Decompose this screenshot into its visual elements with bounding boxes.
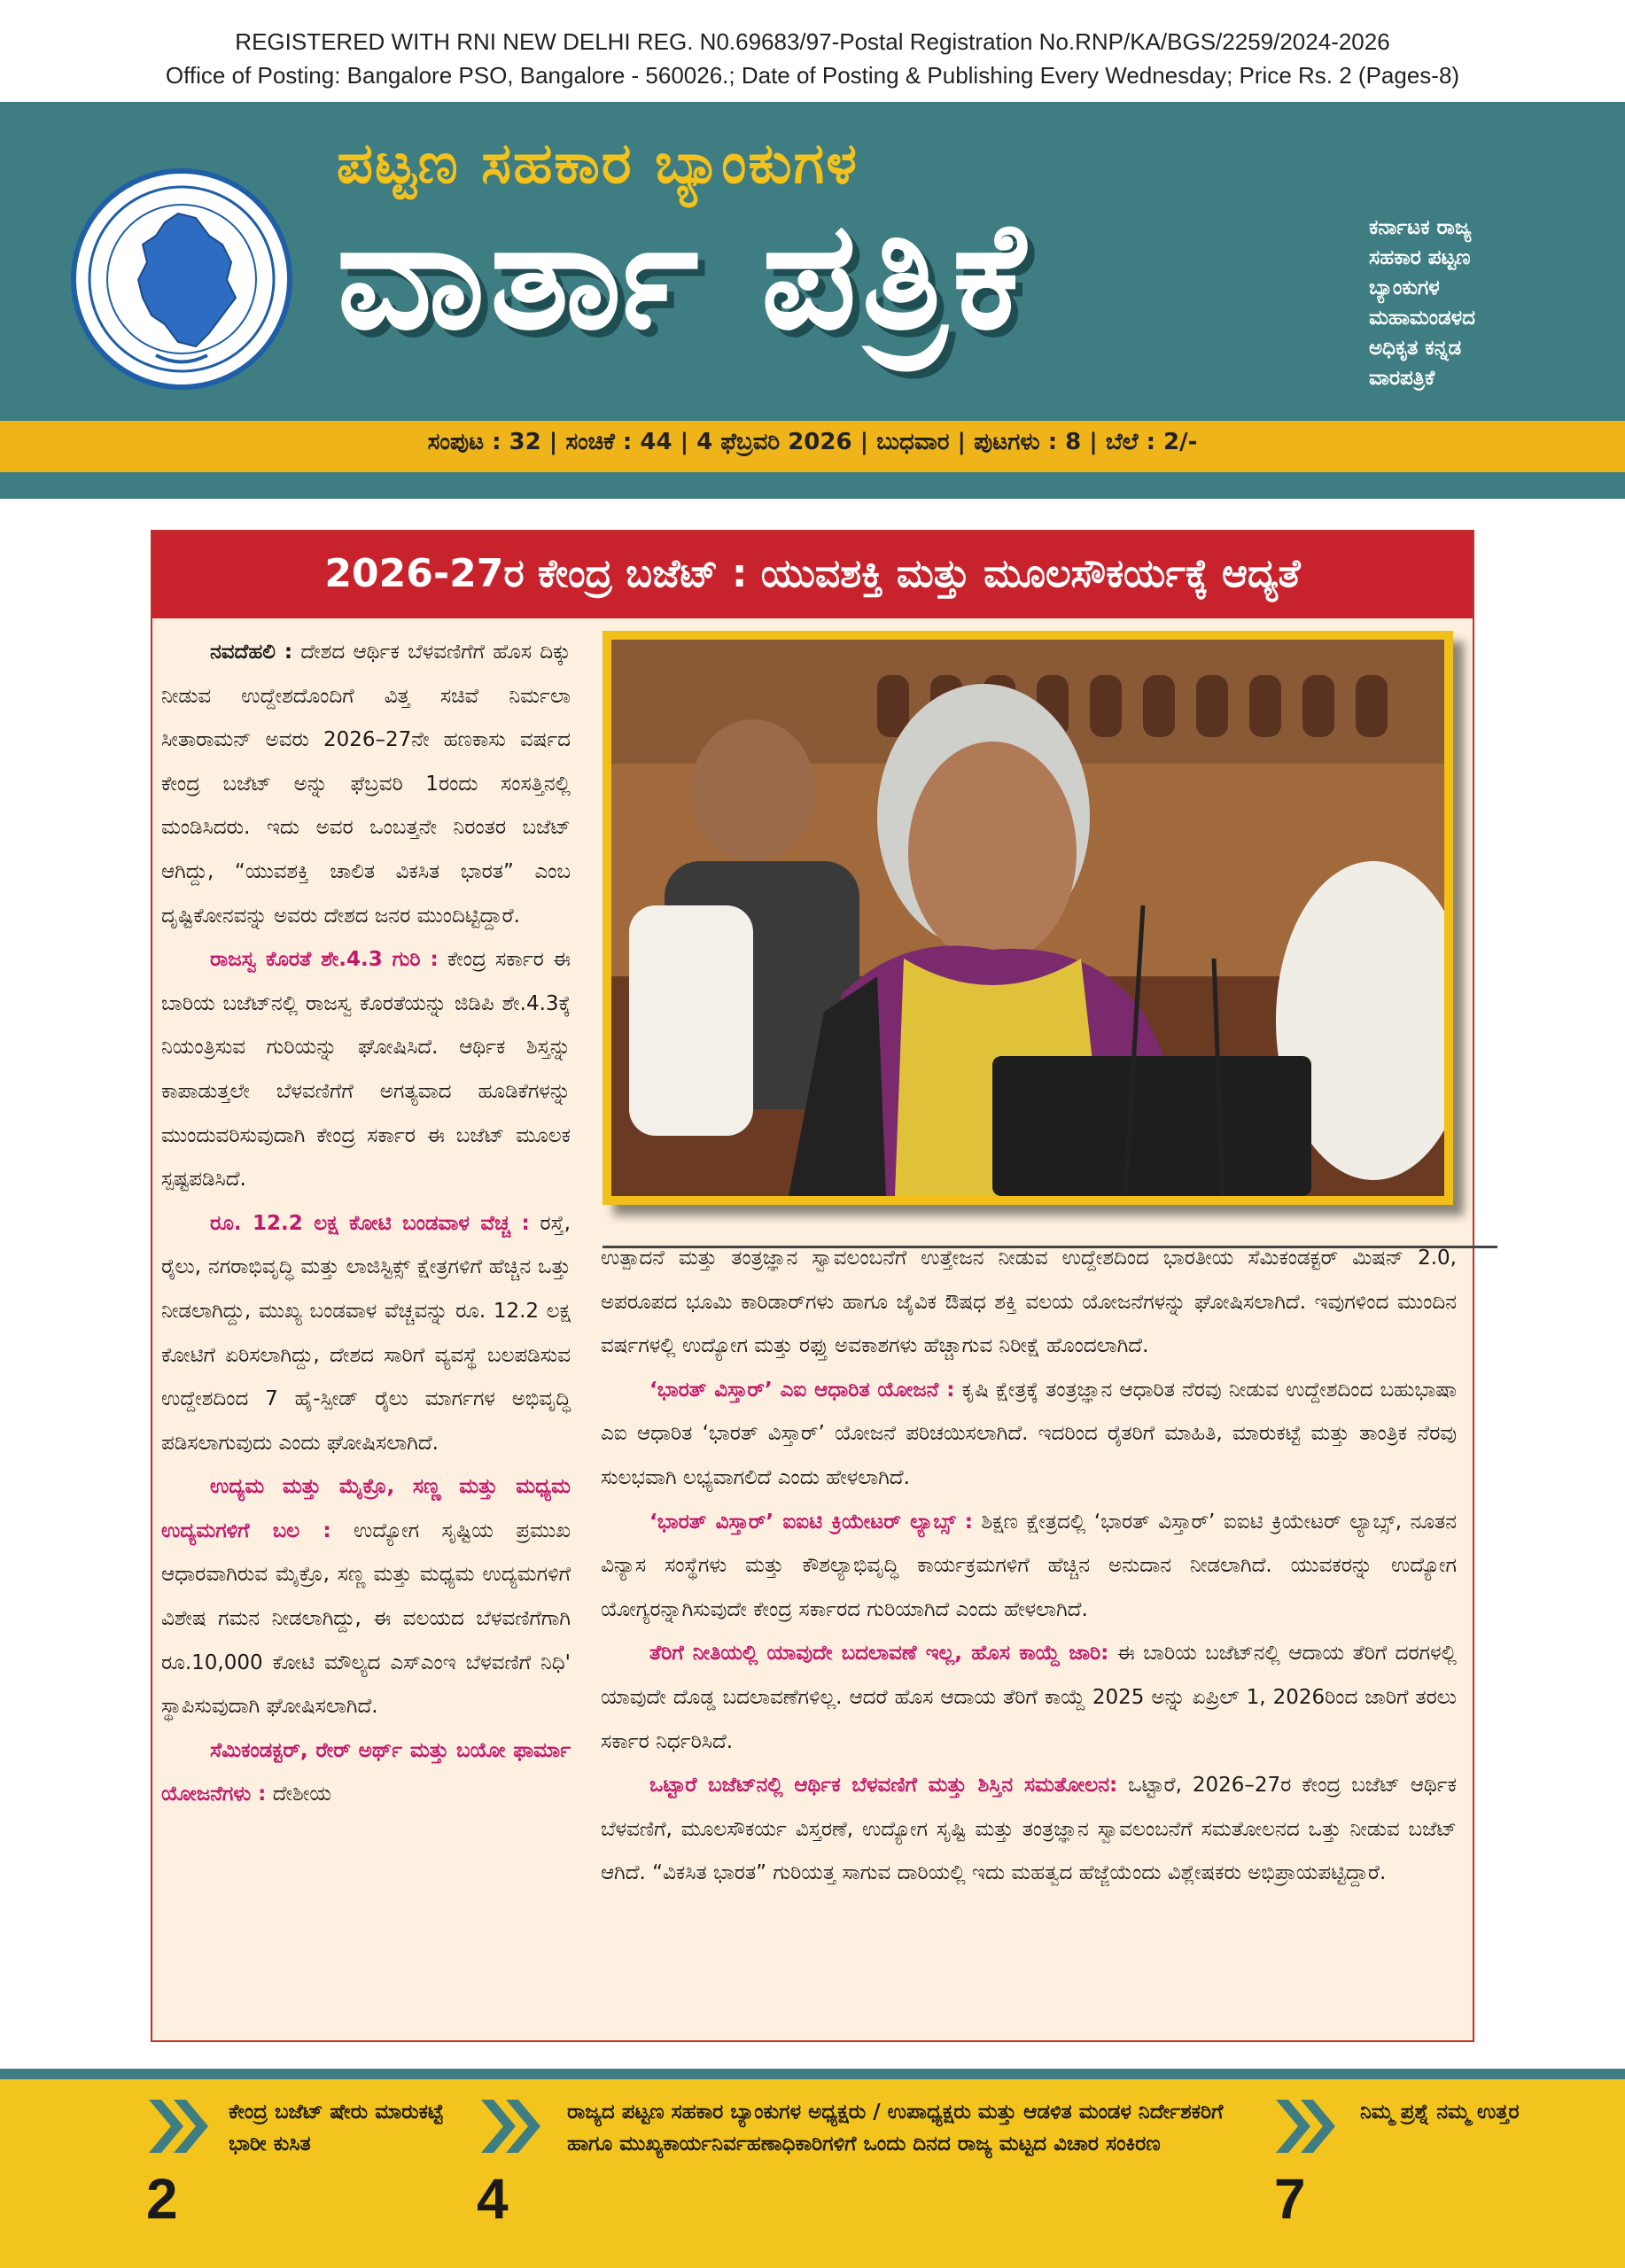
chevron-right-icon — [149, 2100, 211, 2153]
footer-teaser[interactable]: ಕೇಂದ್ರ ಬಜೆಟ್ ಷೇರು ಮಾರುಕಟ್ಟೆ ಭಾರೀ ಕುಸಿತ — [229, 2101, 444, 2155]
article-paragraph — [601, 1369, 1457, 1501]
federation-logo — [71, 168, 292, 390]
paragraph-lead: ‘ಭಾರತ್ ವಿಸ್ತಾರ್’ ಎಐ ಆಧಾರಿತ ಯೋಜನೆ : — [649, 1378, 955, 1402]
footer-divider — [0, 2069, 1625, 2079]
masthead-title: ವಾರ್ತಾ ಪತ್ರಿಕೆ — [337, 187, 1031, 362]
footer-teaser[interactable]: ರಾಜ್ಯದ ಪಟ್ಟಣ ಸಹಕಾರ ಬ್ಯಾಂಕುಗಳ ಅಧ್ಯಕ್ಷರು / ಉಪಾಧ್ಯಕ್ಷರು ಮತ್ತು ಆಡಳಿತ ಮಂಡಳ ನಿರ್ದೇಶಕರಿಗೆ ಹಾಗೂ ಮುಖ್ಯಕಾರ್ಯನಿರ್ವಹಣಾಧಿಕಾರಿಗಳಿಗೆ ಒಂದು ದಿನದ ರಾಜ್ಯ ಮಟ್ಟದ ವಿಚಾರ ಸಂಕಿರಣ — [567, 2101, 1224, 2155]
article-paragraph — [161, 1465, 571, 1729]
side-line: ವಾರಪತ್ರಿಕೆ — [1369, 367, 1435, 390]
paragraph-lead: ಒಟ್ಟಾರೆ ಬಜೆಟ್‌ನಲ್ಲಿ ಆರ್ಥಿಕ ಬೆಳವಣಿಗೆ ಮತ್ತು ಶಿಸ್ತಿನ ಸಮತೋಲನ: — [649, 1774, 1118, 1798]
article-paragraph — [601, 1632, 1457, 1764]
paragraph-text: ಶಿಕ್ಷಣ ಕ್ಷೇತ್ರದಲ್ಲಿ ‘ಭಾರತ್ ವಿಸ್ತಾರ್’ ಐಐಟಿ ಕ್ರಿಯೇಟರ್ ಲ್ಯಾಬ್ಸ್, ನೂತನ ವಿನ್ಯಾಸ ಸಂಸ್ಥೆಗಳು ಮತ್ತು ಕೌಶಲ್ಯಾಭಿವೃದ್ಧಿ ಕಾರ್ಯಕ್ರಮಗಳಿಗೆ ಹೆಚ್ಚಿನ ಅನುದಾನ ನೀಡಲಾಗಿದೆ. ಯುವಕರನ್ನು ಉದ್ಯೋಗ ಯೋಗ್ಯರನ್ನಾಗಿಸುವುದೇ ಕೇಂದ್ರ ಸರ್ಕಾರದ ಗುರಿಯಾಗಿದೆ ಎಂದು ಹೇಳಲಾಗಿದೆ. — [601, 1510, 1457, 1621]
registration-block — [0, 25, 1625, 92]
paragraph-text: ಉದ್ಯೋಗ ಸೃಷ್ಟಿಯ ಪ್ರಮುಖ ಆಧಾರವಾಗಿರುವ ಮೈಕ್ರೊ, ಸಣ್ಣ ಮತ್ತು ಮಧ್ಯಮ ಉದ್ಯಮಗಳಿಗೆ ವಿಶೇಷ ಗಮನ ನೀಡಲಾಗಿದ್ದು, ಈ ವಲಯದ ಬೆಳವಣಿಗೆಗಾಗಿ ರೂ.10,000 ಕೋಟಿ ಮೌಲ್ಯದ ಎಸ್‌ಎಂಇ ಬೆಳವಣಿಗೆ ನಿಧಿ' ಸ್ಥಾಪಿಸುವುದಾಗಿ ಘೋಷಿಸಲಾಗಿದೆ. — [161, 1518, 571, 1719]
registration-line-2: Office of Posting: Bangalore PSO, Bangalore - 560026.; Date of Posting & Publishing Every Wednesday; Price Rs. 2 (Pages-8) — [165, 62, 1460, 89]
masthead-kicker: ಪಟ್ಟಣ ಸಹಕಾರ ಬ್ಯಾಂಕುಗಳ — [337, 131, 859, 197]
article-paragraph — [601, 1501, 1457, 1633]
registration-line-1: REGISTERED WITH RNI NEW DELHI REG. N0.69683/97-Postal Registration No.RNP/KA/BGS/2259/2024-2026 — [235, 28, 1390, 55]
page-number: 7 — [1274, 2167, 1306, 2231]
divider-strip — [0, 472, 1625, 499]
page-number: 4 — [477, 2167, 509, 2231]
article-column-left — [161, 631, 571, 1817]
finance-minister-photo — [611, 640, 1444, 1196]
article-paragraph — [601, 1764, 1457, 1896]
article-column-right — [601, 1237, 1457, 1896]
article-paragraph — [161, 631, 571, 938]
paragraph-lead: ರಾಜಸ್ವ ಕೊರತೆ ಶೇ.4.3 ಗುರಿ : — [210, 948, 439, 972]
side-line: ಸಹಕಾರ ಪಟ್ಟಣ — [1369, 246, 1471, 269]
article-headline: 2026-27ರ ಕೇಂದ್ರ ಬಜೆಟ್ : ಯುವಶಕ್ತಿ ಮತ್ತು ಮೂಲಸೌಕರ್ಯಕ್ಕೆ ಆದ್ಯತೆ — [324, 551, 1301, 596]
paragraph-lead: ಸೆಮಿಕಂಡಕ್ಟರ್, ರೇರ್ ಅರ್ಥ್ ಮತ್ತು ಬಯೋ ಫಾರ್ಮಾ ಯೋಜನೆಗಳು : — [161, 1738, 571, 1806]
article-paragraph — [601, 1237, 1457, 1369]
paragraph-text: ಈ ಬಾರಿಯ ಬಜೆಟ್‌ನಲ್ಲಿ ಆದಾಯ ತೆರಿಗೆ ದರಗಳಲ್ಲಿ ಯಾವುದೇ ದೊಡ್ಡ ಬದಲಾವಣೆಗಳಿಲ್ಲ. ಆದರೆ ಹೊಸ ಆದಾಯ ತೆರಿಗೆ ಕಾಯ್ದೆ 2025 ಅನ್ನು ಏಪ್ರಿಲ್ 1, 2026ರಿಂದ ಜಾರಿಗೆ ತರಲು ಸರ್ಕಾರ ನಿರ್ಧರಿಸಿದೆ. — [601, 1642, 1458, 1753]
article-paragraph — [161, 938, 571, 1202]
footer-teaser[interactable]: ನಿಮ್ಮ ಪ್ರಶ್ನೆ ನಮ್ಮ ಉತ್ತರ — [1360, 2101, 1520, 2124]
masthead-side-text — [1369, 213, 1599, 393]
paragraph-lead: ಉದ್ಯಮ ಮತ್ತು ಮೈಕ್ರೊ, ಸಣ್ಣ ಮತ್ತು ಮಧ್ಯಮ ಉದ್ಯಮಗಳಿಗೆ ಬಲ : — [161, 1475, 571, 1542]
side-line: ಮಹಾಮಂಡಳದ — [1369, 307, 1475, 330]
paragraph-text: ದೇಶೀಯ — [266, 1783, 331, 1806]
paragraph-text: ದೇಶದ ಆರ್ಥಿಕ ಬೆಳವಣಿಗೆಗೆ ಹೊಸ ದಿಕ್ಕು ನೀಡುವ ಉದ್ದೇಶದೊಂದಿಗೆ ವಿತ್ತ ಸಚಿವೆ ನಿರ್ಮಲಾ ಸೀತಾರಾಮನ್ ಅವರು 2026–27ನೇ ಹಣಕಾಸು ವರ್ಷದ ಕೇಂದ್ರ ಬಜೆಟ್ ಅನ್ನು ಫೆಬ್ರವರಿ 1ರಂದು ಸಂಸತ್ತಿನಲ್ಲಿ ಮಂಡಿಸಿದರು. ಇದು ಅವರ ಒಂಬತ್ತನೇ ನಿರಂತರ ಬಜೆಟ್ ಆಗಿದ್ದು, “ಯುವಶಕ್ತಿ ಚಾಲಿತ ವಿಕಸಿತ ಭಾರತ” ಎಂಬ ದೃಷ್ಟಿಕೋನವನ್ನು ಅವರು ದೇಶದ ಜನರ ಮುಂದಿಟ್ಟಿದ್ದಾರೆ. — [161, 641, 571, 928]
paragraph-text: ಉತ್ಪಾದನೆ ಮತ್ತು ತಂತ್ರಜ್ಞಾನ ಸ್ವಾವಲಂಬನೆಗೆ ಉತ್ತೇಜನ ನೀಡುವ ಉದ್ದೇಶದಿಂದ ಭಾರತೀಯ ಸೆಮಿಕಂಡಕ್ಟರ್ ಮಿಷನ್ 2.0, ಅಪರೂಪದ ಭೂಮಿ ಕಾರಿಡಾರ್‌ಗಳು ಹಾಗೂ ಜೈವಿಕ ಔಷಧ ಶಕ್ತಿ ವಲಯ ಯೋಜನೆಗಳನ್ನು ಘೋಷಿಸಲಾಗಿದೆ. ಇವುಗಳಿಂದ ಮುಂದಿನ ವರ್ಷಗಳಲ್ಲಿ ಉದ್ಯೋಗ ಮತ್ತು ರಫ್ತು ಅವಕಾಶಗಳು ಹೆಚ್ಚಾಗುವ ನಿರೀಕ್ಷೆ ಹೊಂದಲಾಗಿದೆ. — [601, 1247, 1457, 1358]
article-paragraph — [161, 1729, 571, 1817]
paragraph-text: ಕೇಂದ್ರ ಸರ್ಕಾರ ಈ ಬಾರಿಯ ಬಜೆಟ್‌ನಲ್ಲಿ ರಾಜಸ್ವ ಕೊರತೆಯನ್ನು ಜಿಡಿಪಿ ಶೇ.4.3ಕ್ಕೆ ನಿಯಂತ್ರಿಸುವ ಗುರಿಯನ್ನು ಘೋಷಿಸಿದೆ. ಆರ್ಥಿಕ ಶಿಸ್ತನ್ನು ಕಾಪಾಡುತ್ತಲೇ ಬೆಳವಣಿಗೆಗೆ ಅಗತ್ಯವಾದ ಹೂಡಿಕೆಗಳನ್ನು ಮುಂದುವರಿಸುವುದಾಗಿ ಕೇಂದ್ರ ಸರ್ಕಾರ ಈ ಬಜೆಟ್ ಮೂಲಕ ಸ್ಪಷ್ಟಪಡಿಸಿದೆ. — [161, 948, 571, 1192]
side-line: ಅಧಿಕೃತ ಕನ್ನಡ — [1369, 337, 1462, 360]
paragraph-lead: ನವದೆಹಲಿ : — [210, 641, 293, 664]
side-line: ಬ್ಯಾಂಕುಗಳ — [1369, 276, 1440, 299]
paragraph-lead: ರೂ. 12.2 ಲಕ್ಷ ಕೋಟಿ ಬಂಡವಾಳ ವೆಚ್ಚ : — [210, 1211, 530, 1235]
issue-line: ಸಂಪುಟ : 32 | ಸಂಚಿಕೆ : 44 | 4 ಫೆಬ್ರವರಿ 2026 | ಬುಧವಾರ | ಪುಟಗಳು : 8 | ಬೆಲೆ : 2/- — [427, 429, 1198, 455]
paragraph-text: ಕೃಷಿ ಕ್ಷೇತ್ರಕ್ಕೆ ತಂತ್ರಜ್ಞಾನ ಆಧಾರಿತ ನೆರವು ನೀಡುವ ಉದ್ದೇಶದಿಂದ ಬಹುಭಾಷಾ ಎಐ ಆಧಾರಿತ ‘ಭಾರತ್ ವಿಸ್ತಾರ್’ ಯೋಜನೆ ಪರಿಚಯಿಸಲಾಗಿದೆ. ಇದರಿಂದ ರೈತರಿಗೆ ಮಾಹಿತಿ, ಮಾರುಕಟ್ಟೆ ಮತ್ತು ತಾಂತ್ರಿಕ ನೆರವು ಸುಲಭವಾಗಿ ಲಭ್ಯವಾಗಲಿದೆ ಎಂದು ಹೇಳಲಾಗಿದೆ. — [601, 1378, 1458, 1489]
chevron-right-icon — [1276, 2100, 1338, 2153]
paragraph-text: ರಸ್ತೆ, ರೈಲು, ನಗರಾಭಿವೃದ್ಧಿ ಮತ್ತು ಲಾಜಿಸ್ಟಿಕ್ಸ್ ಕ್ಷೇತ್ರಗಳಿಗೆ ಹೆಚ್ಚಿನ ಒತ್ತು ನೀಡಲಾಗಿದ್ದು, ಮುಖ್ಯ ಬಂಡವಾಳ ವೆಚ್ಚವನ್ನು ರೂ. 12.2 ಲಕ್ಷ ಕೋಟಿಗೆ ಏರಿಸಲಾಗಿದ್ದು, ದೇಶದ ಸಾರಿಗೆ ವ್ಯವಸ್ಥೆ ಬಲಪಡಿಸುವ ಉದ್ದೇಶದಿಂದ 7 ಹೈ-ಸ್ಪೀಡ್ ರೈಲು ಮಾರ್ಗಗಳ ಅಭಿವೃದ್ಧಿ ಪಡಿಸಲಾಗುವುದು ಎಂದು ಘೋಷಿಸಲಾಗಿದೆ. — [161, 1211, 571, 1455]
article-paragraph — [161, 1202, 571, 1466]
paragraph-lead: ತೆರಿಗೆ ನೀತಿಯಲ್ಲಿ ಯಾವುದೇ ಬದಲಾವಣೆ ಇಲ್ಲ, ಹೊಸ ಕಾಯ್ದೆ ಜಾರಿ: — [649, 1642, 1109, 1666]
side-line: ಕರ್ನಾಟಕ ರಾಜ್ಯ — [1369, 216, 1472, 239]
page-number: 2 — [146, 2167, 178, 2231]
chevron-right-icon — [481, 2100, 543, 2153]
logo-ring-icon — [76, 174, 287, 384]
paragraph-text: ಒಟ್ಟಾರೆ, 2026–27ರ ಕೇಂದ್ರ ಬಜೆಟ್ ಆರ್ಥಿಕ ಬೆಳವಣಿಗೆ, ಮೂಲಸೌಕರ್ಯ ವಿಸ್ತರಣೆ, ಉದ್ಯೋಗ ಸೃಷ್ಟಿ ಮತ್ತು ತಂತ್ರಜ್ಞಾನ ಸ್ವಾವಲಂಬನೆಗೆ ಸಮತೋಲನದ ಒತ್ತು ನೀಡುವ ಬಜೆಟ್ ಆಗಿದೆ. “ವಿಕಸಿತ ಭಾರತ” ಗುರಿಯತ್ತ ಸಾಗುವ ದಾರಿಯಲ್ಲಿ ಇದು ಮಹತ್ವದ ಹೆಜ್ಜೆಯೆಂದು ವಿಶ್ಲೇಷಕರು ಅಭಿಪ್ರಾಯಪಟ್ಟಿದ್ದಾರೆ. — [601, 1774, 1457, 1885]
paragraph-lead: ‘ಭಾರತ್ ವಿಸ್ತಾರ್’ ಐಐಟಿ ಕ್ರಿಯೇಟರ್ ಲ್ಯಾಬ್ಸ್ : — [649, 1510, 973, 1534]
